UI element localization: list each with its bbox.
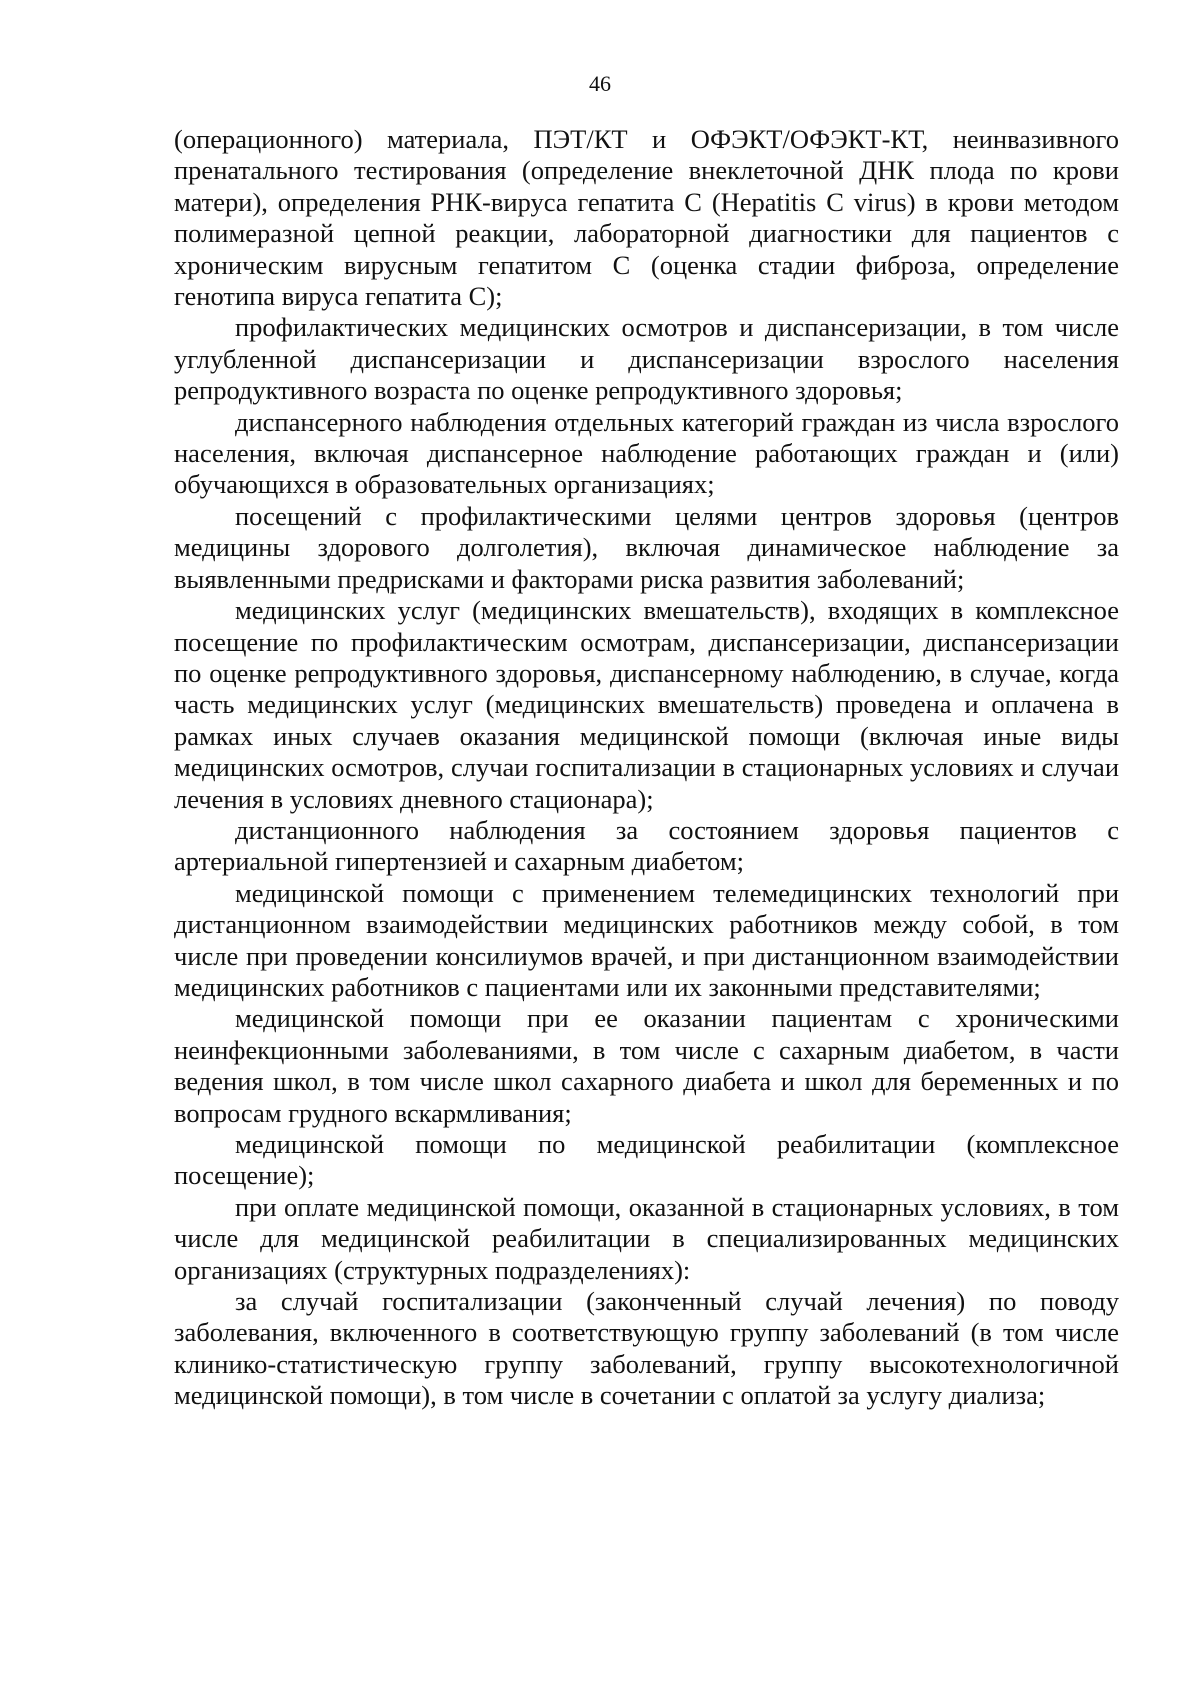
- paragraph: дистанционного наблюдения за состоянием здоровья пациентов с артериальной гипертензией и сахарным диабетом;: [174, 814, 1119, 877]
- paragraph: медицинских услуг (медицинских вмешательств), входящих в комплексное посещение по профилактическим осмотрам, диспансеризации, диспансеризации по оценке репродуктивного здоровья, диспансерному наблюдению, в случае, когда часть медицинских услуг (медицинских вмешательств) проведена и оплачена в рамках иных случаев оказания медицинской помощи (включая иные виды медицинских осмотров, случаи госпитализации в стационарных условиях и случаи лечения в условиях дневного стационара);: [174, 595, 1119, 814]
- page-number: 46: [589, 71, 611, 96]
- paragraph: профилактических медицинских осмотров и диспансеризации, в том числе углубленной диспансеризации и диспансеризации взрослого населения репродуктивного возраста по оценке репродуктивного здоровья;: [174, 312, 1119, 406]
- paragraph: посещений с профилактическими целями центров здоровья (центров медицины здорового долголетия), включая динамическое наблюдение за выявленными предрисками и факторами риска развития заболеваний;: [174, 500, 1119, 594]
- paragraph: за случай госпитализации (законченный случай лечения) по поводу заболевания, включенного в соответствующую группу заболеваний (в том числе клинико-статистическую группу заболеваний, группу высокотехнологичной медицинской помощи), в том числе в сочетании с оплатой за услугу диализа;: [174, 1286, 1119, 1411]
- paragraph: диспансерного наблюдения отдельных категорий граждан из числа взрослого населения, включая диспансерное наблюдение работающих граждан и (или) обучающихся в образовательных организациях;: [174, 406, 1119, 500]
- document-body: [174, 124, 1119, 1412]
- paragraph: при оплате медицинской помощи, оказанной в стационарных условиях, в том числе для медицинской реабилитации в специализированных медицинских организациях (структурных подразделениях):: [174, 1191, 1119, 1285]
- paragraph: (операционного) материала, ПЭТ/КТ и ОФЭКТ/ОФЭКТ-КТ, неинвазивного пренатального тестирования (определение внеклеточной ДНК плода по крови матери), определения РНК-вируса гепатита С (Hepatitis C virus) в крови методом полимеразной цепной реакции, лабораторной диагностики для пациентов с хроническим вирусным гепатитом С (оценка стадии фиброза, определение генотипа вируса гепатита С);: [174, 124, 1119, 312]
- paragraph: медицинской помощи при ее оказании пациентам с хроническими неинфекционными заболеваниями, в том числе с сахарным диабетом, в части ведения школ, в том числе школ сахарного диабета и школ для беременных и по вопросам грудного вскармливания;: [174, 1003, 1119, 1128]
- paragraph: медицинской помощи с применением телемедицинских технологий при дистанционном взаимодействии медицинских работников между собой, в том числе при проведении консилиумов врачей, и при дистанционном взаимодействии медицинских работников с пациентами или их законными представителями;: [174, 877, 1119, 1002]
- paragraph: медицинской помощи по медицинской реабилитации (комплексное посещение);: [174, 1129, 1119, 1191]
